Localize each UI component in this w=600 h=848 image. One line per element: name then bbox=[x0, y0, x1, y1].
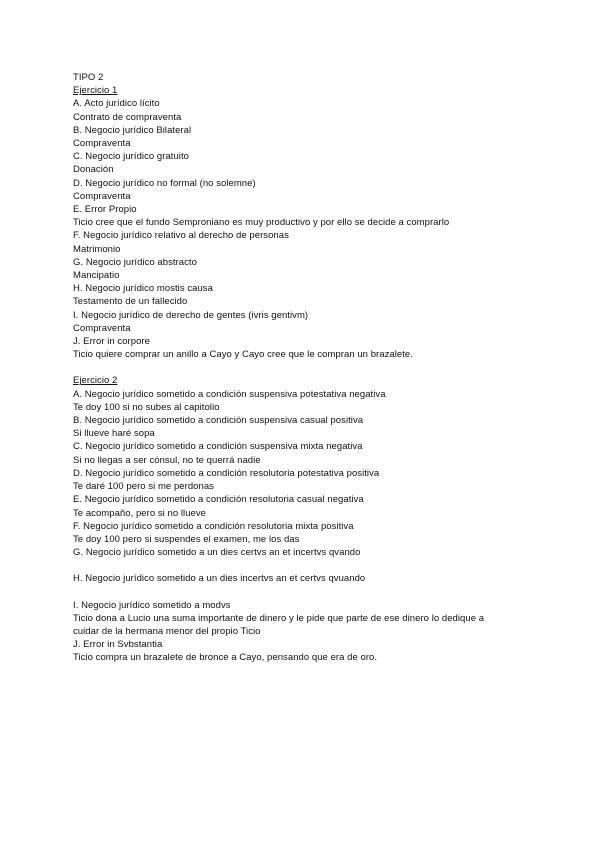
ex1-line: I. Negocio jurídico de derecho de gentes (ivris gentivm) bbox=[73, 309, 309, 321]
ex2-line: I. Negocio jurídico sometido a modvs bbox=[73, 599, 231, 611]
ex1-line: E. Error Propio bbox=[73, 204, 137, 216]
ex1-line: D. Negocio jurídico no formal (no solemne) bbox=[73, 177, 256, 189]
ex2-line: Te acompaño, pero si no llueve bbox=[73, 507, 206, 519]
ex2-line: B. Negocio jurídico sometido a condición suspensiva casual positiva bbox=[73, 415, 364, 427]
ex1-line: Compraventa bbox=[73, 190, 131, 202]
ex2-line: cuidar de la hermana menor del propio Ticio bbox=[73, 625, 261, 637]
ex1-line: Ticio quiere comprar un anillo a Cayo y Cayo cree que le compran un brazalete. bbox=[73, 349, 413, 361]
ex2-line: F. Negocio jurídico sometido a condición resolutoria mixta positiva bbox=[73, 520, 354, 532]
ex1-line: Donación bbox=[73, 164, 114, 176]
ex1-line: Ticio cree que el fundo Semproniano es muy productivo y por ello se decide a comprarlo bbox=[73, 217, 450, 229]
exercise-2-heading: Ejercicio 2 bbox=[73, 375, 118, 387]
ex1-line: J. Error in corpore bbox=[73, 336, 150, 348]
ex2-line: Te doy 100 pero si suspendes el examen, me los das bbox=[73, 533, 300, 545]
ex2-line: A. Negocio jurídico sometido a condición suspensiva potestativa negativa bbox=[73, 388, 386, 400]
ex1-line: C. Negocio jurídico gratuito bbox=[73, 151, 189, 163]
ex2-line: E. Negocio jurídico sometido a condición resolutoria casual negativa bbox=[73, 494, 364, 506]
ex1-line: B. Negocio jurídico Bilateral bbox=[73, 124, 192, 136]
exercise-2-body bbox=[73, 388, 573, 665]
ex1-line: A. Acto jurídico lícito bbox=[73, 98, 160, 110]
spacer bbox=[73, 559, 573, 572]
ex1-line: Matrimonio bbox=[73, 243, 121, 255]
ex1-line: G. Negocio jurídico abstracto bbox=[73, 256, 197, 268]
ex2-line: Ticio compra un brazalete de bronce a Cayo, pensando que era de oro. bbox=[73, 652, 378, 664]
exercise-1-heading: Ejercicio 1 bbox=[73, 85, 118, 97]
ex2-line: Ticio dona a Lucio una suma importante de dinero y le pide que parte de ese dinero lo dedique a bbox=[73, 612, 485, 624]
ex1-line: Mancipatio bbox=[73, 270, 120, 282]
doc-title: TIPO 2 bbox=[73, 72, 104, 83]
ex1-line: F. Negocio jurídico relativo al derecho de personas bbox=[73, 230, 289, 242]
spacer bbox=[73, 586, 573, 599]
exercise-1-body bbox=[73, 97, 573, 361]
ex2-line: G. Negocio jurídico sometido a un dies certvs an et incertvs qvando bbox=[73, 547, 361, 559]
ex1-line: H. Negocio jurídico mostis causa bbox=[73, 283, 213, 295]
ex1-line: Compraventa bbox=[73, 138, 131, 150]
ex2-line: Te doy 100 si no subes al capitolio bbox=[73, 401, 220, 413]
spacer bbox=[73, 361, 573, 374]
ex2-line: J. Error in Svbstantia bbox=[73, 639, 163, 651]
ex1-line: Testamento de un fallecido bbox=[73, 296, 188, 308]
ex2-line: C. Negocio jurídico sometido a condición suspensiva mixta negativa bbox=[73, 441, 363, 453]
ex2-line: H. Negocio jurídico sometido a un dies incertvs an et certvs qvuando bbox=[73, 573, 366, 585]
ex2-line: Si llueve haré sopa bbox=[73, 428, 155, 440]
ex2-line: Si no llegas a ser cónsul, no te querrá nadie bbox=[73, 454, 261, 466]
ex2-line: D. Negocio jurídico sometido a condición resolutoria potestativa positiva bbox=[73, 467, 380, 479]
ex1-line: Compraventa bbox=[73, 322, 131, 334]
ex1-line: Contrato de compraventa bbox=[73, 111, 182, 123]
ex2-line: Te daré 100 pero si me perdonas bbox=[73, 481, 214, 493]
document-page bbox=[73, 71, 573, 665]
